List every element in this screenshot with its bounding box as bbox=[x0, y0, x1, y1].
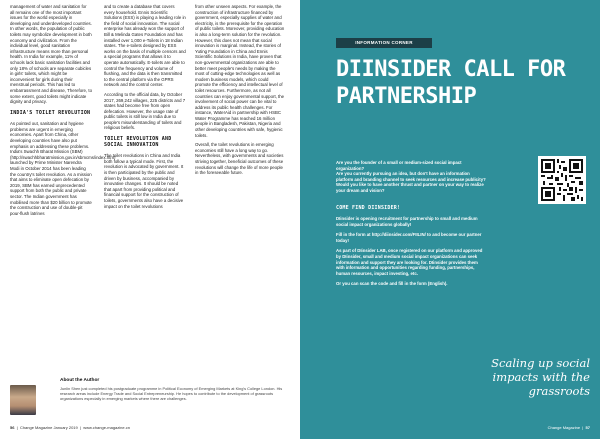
section-heading-india: INDIA'S TOILET REVOLUTION bbox=[10, 109, 91, 116]
paragraph: from other unseen aspects. For example, the construction of infrastructure financed by government, especially supplies of water and electricity, is the prerequisite for the operation of public toilets. Moreover, providing education is also a long-term solution for the revolution. However, this does not mean that social innovation is marginal. Instead, the stories of Yuting Foundation in China and Ennis Scientific Solutions in India, have proven that non-governmental organizations are able to better meet people's needs by making the most of cutting-edge technologies as well as modern business models, which could promote the efficiency and intellectual level of toilet resources. Furthermore, as not all countries can enjoy governmental support, the involvement of social power can be vital to address its public health challenges. For instance, WaterAid in partnership with HSBC Water Programme has reached 16 million people in Bangladesh, Pakistan, Nigeria and other developing countries with safe, hygienic toilets. bbox=[195, 4, 285, 138]
footer-magazine: Change Magazine bbox=[547, 425, 581, 430]
paragraph: DIinsider is opening recruitment for partnership to small and medium social impact organizations globally! bbox=[336, 216, 478, 227]
author-bio: Junlin Shen just completed his postgraduate programme in Political Economy of Emerging Markets at King's College London. His research areas include Energy Trade and Social Entrepreneurship. He hopes to contribute to the development of grassroots organizations especially in emerging markets where there are challenges. bbox=[60, 386, 283, 402]
paragraph: As part of DIinsider LAB, once registered on our platform and approved by DIinsider, small and medium social impact organizations can seek information and support they are looking for. DIinsider provides them with information and opportunities regarding funding, partnerships, human resources, impact investing, etc. bbox=[336, 248, 483, 276]
call-body bbox=[336, 216, 486, 292]
paragraph: Fill in the form at http://diinsider.com/FIILIN/ to and become our partner today! bbox=[336, 232, 482, 243]
tagline: Scaling up social impacts with the grassroots bbox=[491, 356, 590, 398]
paragraph: The toilet revolutions in China and India both follow a typical mode. First, the revolution is advocated by government. It is then participated by the public and driven by business, accompanied by innovative changes. It should be noted that apart from providing political and financial support for the construction of toilets, governments also have a decisive impact on the toilet revolutions bbox=[104, 153, 184, 209]
paragraph: and to create a database that covers every household. Ennis Scientific Solutions (ESS) is playing a leading role in the field of social innovation. The social enterprise has already won the support of Bill & Melinda Gates Foundation and has installed over 1,000 e-Toilets in 18 Indian states. The e-toilets designed by ESS works on the basis of multiple censors and a special programs that allows it to operate automatically. E-toilets are able to control the frequency and volume of flushing, and the data is then transmitted to the central platform via the GPRS network and the control center. bbox=[104, 4, 186, 88]
intro-line: Are you currently pursuing an idea, but don't have an information platform and branding channel to seek resources and increase publicity? bbox=[336, 171, 486, 182]
page-number: 57 bbox=[585, 425, 590, 430]
paragraph: Or you can scan the code and fill in the form (English). bbox=[336, 281, 448, 287]
article-column-3 bbox=[195, 4, 285, 180]
footer-left: 56 | Change Magazine January 2019 | www.change-magazine.cn bbox=[10, 425, 130, 430]
information-corner-badge: INFORMATION CORNER bbox=[336, 38, 432, 48]
footer-url[interactable]: www.change-magazine.cn bbox=[83, 425, 130, 430]
paragraph: As pointed out, sanitation and hygiene problems are urgent in emerging economies. Apart from China, other developing countries have also put emphasis on addressing these problems. India's Swachh Bharat Mission (SBM) (http://swachhbharatmission.gov.in/sbmcms/index.htm) launched by Prime Minister Narendra Modi in October 2014 has been leading the country's toilet revolution. As a mission that aims to eliminate open defecation by 2019, SBM has earned unprecedented support from both the public and private sector. The Indian government has mobilised more than $20 billion to promote the construction and use of double-pit pour-flush latrines bbox=[10, 121, 116, 216]
intro-line: Are you the founder of a small or medium-sized social impact organization? bbox=[336, 160, 462, 171]
section-heading-come-find: COME FIND DIINSIDER! bbox=[336, 205, 401, 211]
intro-line: Would you like to have another thrust and partner on your way to realize your dream and vision? bbox=[336, 182, 484, 193]
paragraph: management of water and sanitation for all remains one of the most important issues for the world especially in developing and underdeveloped countries. In other words, the population of public toilets may symbolize development in both economy and civilization. From the individual level, good sanitation infrastructure means more than personal health. In India for example, 11% of schools lack basic sanitation facilities and only 18% of schools are separate cubicles in girls' toilets, which might be inconvenient for girls during their menstrual periods. This has led to embarrassment and disease, Therefore, to some extent, good toilets might indicate dignity and privacy. bbox=[10, 4, 93, 105]
intro-questions bbox=[336, 160, 486, 194]
footer-magazine: Change Magazine January 2019 bbox=[19, 425, 78, 430]
right-page bbox=[300, 0, 600, 439]
page-title: DIINSIDER CALL FOR PARTNERSHIP bbox=[336, 57, 566, 109]
author-title: About the Author bbox=[60, 378, 100, 383]
paragraph: According to the official data, by October 2017, 269,242 villages, 225 districts and 7 states had become free from open defecation. However, the usage rate of public toilets is still low in India due to people's misunderstanding of toilets and religious beliefs. bbox=[104, 91, 186, 131]
paragraph: Overall, the toilet revolutions in emerging economies still have a long way to go. Nevertheless, with governments and societies striving together, beneficial outcomes of these revolutions will change the life of more people in the foreseeable future. bbox=[195, 142, 284, 176]
page-number: 56 bbox=[10, 425, 15, 430]
section-heading-innovation: TOILET REVOLUTION AND SOCIAL INNOVATION bbox=[104, 136, 172, 148]
footer-right: Change Magazine | 57 bbox=[547, 425, 590, 430]
qr-code-icon[interactable] bbox=[538, 156, 586, 204]
author-box bbox=[10, 378, 285, 428]
article-column-1 bbox=[10, 4, 116, 220]
author-photo bbox=[10, 385, 36, 415]
article-column-2 bbox=[104, 4, 186, 213]
